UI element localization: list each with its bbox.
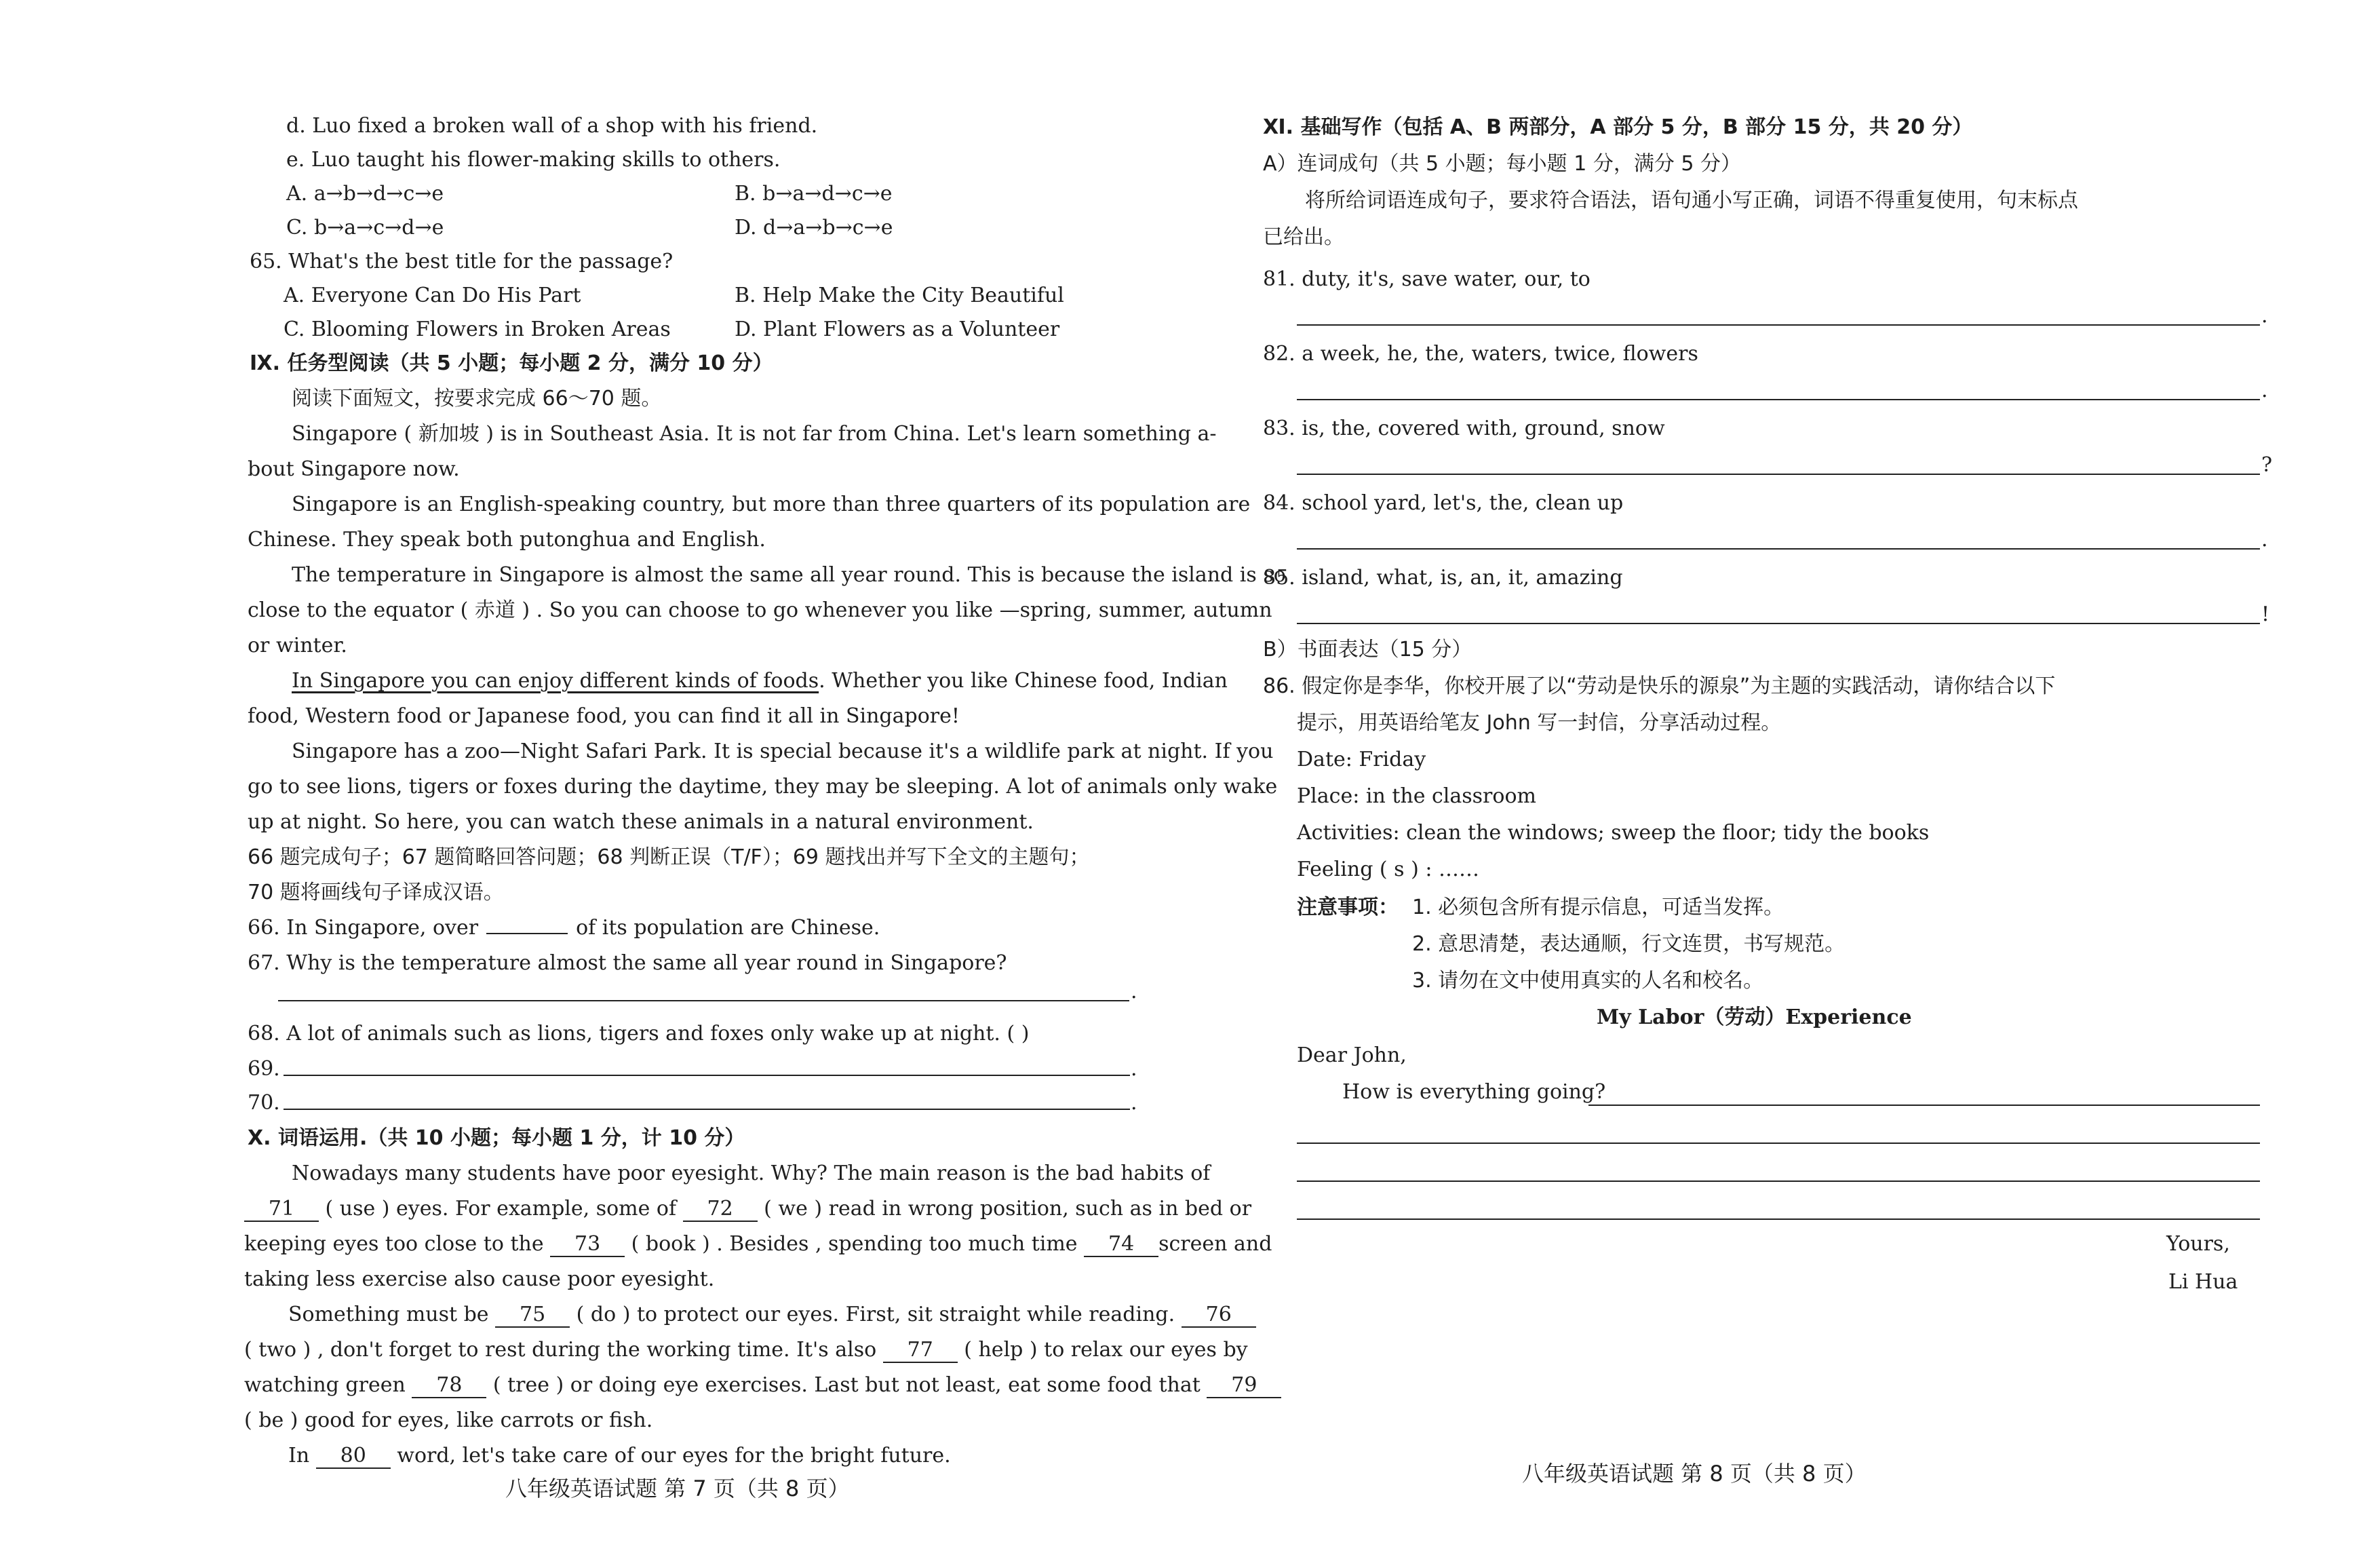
cloze-line: Nowadays many students have poor eyesight. Why? The main reason is the bad habits of	[292, 1162, 1211, 1185]
q69-answer-line[interactable]	[284, 1075, 1130, 1076]
blank-71[interactable]: 71	[244, 1197, 319, 1222]
q64-option-a: A. a→b→d→c→e	[286, 182, 444, 206]
section-9-title: Ⅸ. 任务型阅读（共 5 小题；每小题 2 分，满分 10 分）	[250, 351, 773, 375]
passage-line: bout Singapore now.	[248, 457, 460, 481]
q64-option-b: B. b→a→d→c→e	[735, 182, 893, 206]
part-a-instruction: 已给出。	[1263, 225, 1344, 249]
letter-closing: Yours,	[2166, 1232, 2230, 1256]
hint-activities: Activities: clean the windows; sweep the floor; tidy the books	[1297, 821, 1930, 845]
q83-answer-line[interactable]	[1297, 474, 2260, 475]
q65-stem: 65. What's the best title for the passage?	[250, 250, 674, 273]
q81-answer-line[interactable]	[1297, 324, 2260, 326]
writing-line[interactable]	[1297, 1143, 2260, 1144]
passage-line: close to the equator ( 赤道 ) . So you can choose to go whenever you like —spring, summer, autumn	[248, 598, 1272, 622]
blank-72[interactable]: 72	[683, 1197, 758, 1222]
q86-prompt: 提示，用英语给笔友 John 写一封信，分享活动过程。	[1297, 711, 1782, 735]
part-a-title: A）连词成句（共 5 小题；每小题 1 分，满分 5 分）	[1263, 152, 1741, 176]
letter-opening: How is everything going?	[1342, 1080, 1606, 1104]
q65-option-c: C. Blooming Flowers in Broken Areas	[284, 318, 671, 341]
q81-punct: .	[2261, 304, 2268, 328]
blank-78[interactable]: 78	[412, 1374, 486, 1398]
passage-line: Singapore is an English-speaking country, but more than three quarters of its population are	[292, 493, 1251, 516]
q85: 85. island, what, is, an, it, amazing	[1263, 566, 1623, 590]
q64-option-d: D. d→a→b→c→e	[735, 216, 893, 239]
task-requirements: 70 题将画线句子译成汉语。	[248, 881, 504, 904]
q67-period: .	[1131, 980, 1137, 1003]
q70-period: .	[1131, 1091, 1137, 1115]
hint-feeling: Feeling ( s ) : ……	[1297, 858, 1479, 881]
passage-line: Singapore ( 新加坡 ) is in Southeast Asia. It is not far from China. Let's learn something a-	[292, 422, 1217, 446]
writing-line[interactable]	[1588, 1105, 2260, 1106]
right-page	[1190, 0, 2380, 1555]
q68: 68. A lot of animals such as lions, tigers and foxes only wake up at night. ( )	[248, 1022, 1030, 1045]
hint-place: Place: in the classroom	[1297, 784, 1536, 808]
q84: 84. school yard, let's, the, clean up	[1263, 491, 1624, 515]
note-item: 3. 请勿在文中使用真实的人名和校名。	[1412, 969, 1764, 993]
section-11-title: Ⅺ. 基础写作（包括 A、B 两部分，A 部分 5 分，B 部分 15 分，共 20 分）	[1263, 115, 1973, 139]
option-e-event: e. Luo taught his flower-making skills to others.	[286, 148, 781, 172]
q82: 82. a week, he, the, waters, twice, flowers	[1263, 342, 1698, 366]
hint-date: Date: Friday	[1297, 748, 1426, 771]
essay-title: My Labor（劳动）Experience	[1597, 1005, 1912, 1029]
note-item: 2. 意思清楚，表达通顺，行文连贯，书写规范。	[1412, 932, 1846, 956]
task-requirements: 66 题完成句子；67 题简略回答问题；68 判断正误（T/F）；69 题找出并写下全文的主题句；	[248, 845, 1090, 869]
cloze-line: In 80 word, let's take care of our eyes for the bright future.	[288, 1444, 951, 1467]
section-10-title: Ⅹ. 词语运用.（共 10 小题；每小题 1 分，计 10 分）	[248, 1126, 745, 1150]
q66: 66. In Singapore, over of its population are Chinese.	[248, 916, 880, 940]
q65-option-d: D. Plant Flowers as a Volunteer	[735, 318, 1060, 341]
q84-answer-line[interactable]	[1297, 548, 2260, 550]
cloze-line: 71 ( use ) eyes. For example, some of 72 ( we ) read in wrong position, such as in bed or	[244, 1195, 1251, 1223]
part-b-title: B）书面表达（15 分）	[1263, 638, 1472, 661]
cloze-line: taking less exercise also cause poor eyesight.	[244, 1267, 715, 1291]
q64-option-c: C. b→a→c→d→e	[286, 216, 444, 239]
blank-79[interactable]: 79	[1207, 1374, 1281, 1398]
page-footer: 八年级英语试题 第 7 页（共 8 页）	[505, 1476, 850, 1501]
blank-73[interactable]: 73	[550, 1233, 625, 1257]
passage-line: Singapore has a zoo—Night Safari Park. It is special because it's a wildlife park at night. If you	[292, 740, 1274, 763]
q67: 67. Why is the temperature almost the same all year round in Singapore?	[248, 951, 1007, 975]
q81: 81. duty, it's, save water, our, to	[1263, 267, 1591, 291]
q67-answer-line[interactable]	[278, 1000, 1129, 1001]
letter-signature: Li Hua	[2168, 1270, 2238, 1294]
cloze-line: watching green 78 ( tree ) or doing eye exercises. Last but not least, eat some food that 79	[244, 1372, 1281, 1399]
cloze-line: Something must be 75 ( do ) to protect our eyes. First, sit straight while reading. 76	[288, 1301, 1256, 1328]
q85-punct: !	[2261, 602, 2270, 626]
passage-line: up at night. So here, you can watch these animals in a natural environment.	[248, 810, 1034, 834]
writing-line[interactable]	[1297, 1218, 2260, 1220]
passage-line: go to see lions, tigers or foxes during the daytime, they may be sleeping. A lot of animals only wake	[248, 775, 1278, 799]
q85-answer-line[interactable]	[1297, 623, 2260, 624]
cloze-line: ( be ) good for eyes, like carrots or fish.	[244, 1408, 653, 1432]
blank-76[interactable]: 76	[1182, 1303, 1256, 1328]
letter-salutation: Dear John,	[1297, 1043, 1407, 1067]
passage-line: food, Western food or Japanese food, you can find it all in Singapore!	[248, 704, 960, 728]
section-9-instruction: 阅读下面短文，按要求完成 66～70 题。	[292, 387, 662, 410]
cloze-line: keeping eyes too close to the 73 ( book ) . Besides , spending too much time 74 screen and	[244, 1232, 1272, 1256]
page-footer: 八年级英语试题 第 8 页（共 8 页）	[1522, 1461, 1867, 1486]
passage-line: In Singapore you can enjoy different kinds of foods. Whether you like Chinese food, Indian	[292, 669, 1228, 693]
blank-74[interactable]: 74	[1084, 1233, 1158, 1257]
q83-punct: ?	[2261, 453, 2273, 477]
q84-punct: .	[2261, 528, 2268, 552]
blank-75[interactable]: 75	[495, 1303, 570, 1328]
q65-option-a: A. Everyone Can Do His Part	[284, 284, 581, 307]
option-d-event: d. Luo fixed a broken wall of a shop with his friend.	[286, 114, 818, 138]
q86-prompt: 86. 假定你是李华，你校开展了以“劳动是快乐的源泉”为主题的实践活动，请你结合以下	[1263, 674, 2056, 698]
cloze-line: ( two ) , don't forget to rest during the working time. It's also 77 ( help ) to relax our eyes by	[244, 1338, 1248, 1362]
notes-label: 注意事项：	[1297, 896, 1399, 919]
q66-blank[interactable]	[486, 933, 568, 934]
blank-80[interactable]: 80	[316, 1444, 391, 1469]
q69-period: .	[1131, 1057, 1137, 1081]
passage-line: or winter.	[248, 634, 347, 657]
q82-answer-line[interactable]	[1297, 399, 2260, 400]
q83: 83. is, the, covered with, ground, snow	[1263, 417, 1665, 440]
q70-label: 70.	[248, 1091, 280, 1115]
passage-line: Chinese. They speak both putonghua and English.	[248, 528, 766, 552]
q70-answer-line[interactable]	[284, 1109, 1130, 1110]
note-item: 1. 必须包含所有提示信息，可适当发挥。	[1412, 896, 1784, 919]
part-a-instruction: 将所给词语连成句子，要求符合语法，语句通小写正确，词语不得重复使用，句末标点	[1305, 189, 2078, 212]
passage-line: The temperature in Singapore is almost the same all year round. This is because the island is so	[292, 563, 1286, 587]
q82-punct: .	[2261, 379, 2268, 402]
blank-77[interactable]: 77	[883, 1339, 958, 1363]
q69-label: 69.	[248, 1057, 280, 1081]
q65-option-b: B. Help Make the City Beautiful	[735, 284, 1064, 307]
underlined-sentence: In Singapore you can enjoy different kinds of foods	[292, 669, 819, 693]
writing-line[interactable]	[1297, 1180, 2260, 1182]
